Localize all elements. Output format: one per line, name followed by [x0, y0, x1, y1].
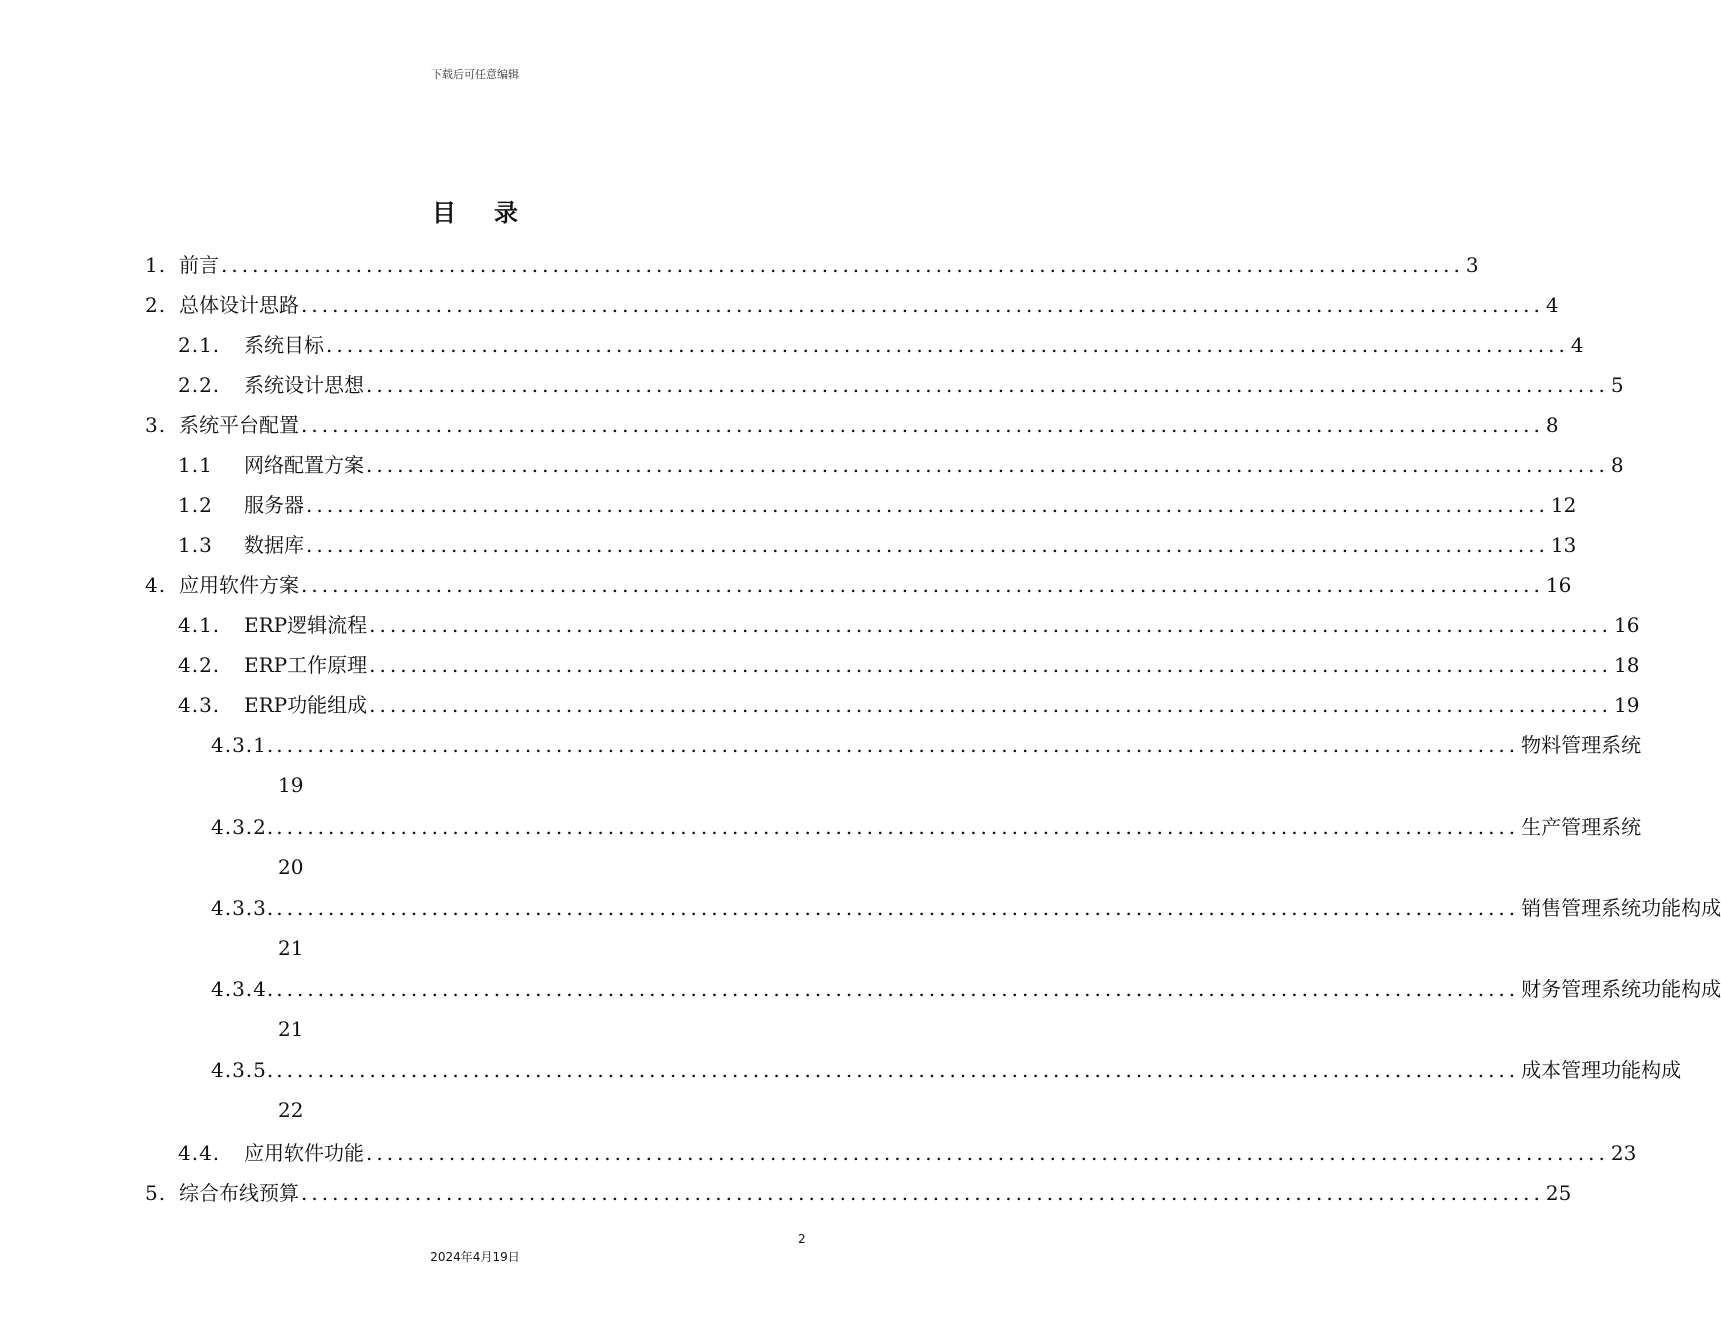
toc-page: 5 — [1610, 373, 1624, 397]
toc-number: 4.3. — [178, 693, 221, 717]
toc-leader: ........................................................................................................................ — [276, 1058, 1520, 1082]
toc-page: 23 — [1610, 1141, 1637, 1165]
toc-label: 系统平台配置 — [179, 413, 299, 437]
toc-entry-3[interactable] — [145, 405, 1559, 445]
toc-label: 数据库 — [244, 533, 304, 557]
toc-leader: ........................................................................................................................ — [366, 453, 1609, 477]
toc-entry-4-3-2[interactable] — [211, 807, 1642, 847]
toc-number: 4.3.5. — [211, 1058, 275, 1082]
toc-label: 应用软件方案 — [179, 573, 299, 597]
toc-entry-3-3[interactable] — [178, 525, 1577, 565]
toc-leader: ........................................................................................................................ — [301, 293, 1544, 317]
toc-leader: ........................................................................................................................ — [369, 693, 1613, 717]
toc-page: 18 — [1614, 653, 1640, 677]
toc-entry-5[interactable] — [145, 1173, 1572, 1213]
toc-label: 物料管理系统 — [1521, 733, 1642, 757]
toc-entry-4-3-1[interactable] — [211, 725, 1642, 765]
toc-page: 12 — [1550, 493, 1577, 517]
toc-number: 2. — [145, 293, 167, 317]
toc-number: 2.1. — [178, 333, 221, 357]
toc-leader: ........................................................................................................................ — [221, 253, 1464, 277]
toc-entry-3-2[interactable] — [178, 485, 1577, 525]
toc-page: 19 — [1614, 693, 1640, 717]
toc-page: 13 — [1550, 533, 1577, 557]
toc-number: 4.1. — [178, 613, 221, 637]
toc-leader: ........................................................................................................................ — [301, 413, 1544, 437]
toc-entry-1[interactable] — [145, 245, 1479, 285]
toc-number: 4.3.1. — [211, 733, 275, 757]
toc-label: 系统目标 — [244, 333, 324, 357]
toc-number: 2.2. — [178, 373, 221, 397]
toc-entry-2[interactable] — [145, 285, 1559, 325]
toc-page: 22 — [278, 1098, 304, 1122]
toc-leader: ........................................................................................................................ — [301, 573, 1544, 597]
toc-entry-4-1[interactable] — [178, 605, 1640, 645]
toc-page: 4 — [1570, 333, 1584, 357]
toc-page: 21 — [278, 1017, 304, 1041]
toc-page: 16 — [1614, 613, 1640, 637]
toc-entry-3-1[interactable] — [178, 445, 1624, 485]
toc-number: 1. — [145, 253, 167, 277]
toc-entry-4-3-3[interactable] — [211, 888, 1721, 928]
toc-number: 4.3.2. — [211, 815, 275, 839]
toc-page: 3 — [1465, 253, 1479, 277]
toc-number: 1.3 — [178, 533, 213, 557]
toc-page: 20 — [278, 855, 304, 879]
toc-number: 1.1 — [178, 453, 213, 477]
toc-label: 成本管理功能构成 — [1521, 1058, 1682, 1082]
toc-number: 4. — [145, 573, 167, 597]
toc-page: 8 — [1545, 413, 1559, 437]
toc-page: 16 — [1545, 573, 1572, 597]
toc-label: 生产管理系统 — [1521, 815, 1642, 839]
toc-entry-4-3-4[interactable] — [211, 969, 1721, 1009]
toc-page: 8 — [1610, 453, 1624, 477]
toc-leader: ........................................................................................................................ — [369, 653, 1613, 677]
toc-entry-4-4[interactable] — [178, 1133, 1637, 1173]
toc-entry-2-1[interactable] — [178, 325, 1584, 365]
toc-page: 25 — [1545, 1181, 1572, 1205]
toc-leader: ........................................................................................................................ — [366, 1141, 1609, 1165]
toc-leader: ........................................................................................................................ — [326, 333, 1569, 357]
toc-number: 4.4. — [178, 1141, 221, 1165]
toc-entry-2-2[interactable] — [178, 365, 1624, 405]
toc-label: 总体设计思路 — [179, 293, 299, 317]
toc-label: 综合布线预算 — [179, 1181, 299, 1205]
toc-title: 目录 — [432, 198, 556, 227]
toc-label: 财务管理系统功能构成 — [1521, 977, 1721, 1001]
toc-leader: ........................................................................................................................ — [306, 493, 1549, 517]
toc-number: 4.3.4. — [211, 977, 275, 1001]
toc-number: 5. — [145, 1181, 167, 1205]
toc-label: 销售管理系统功能构成 — [1521, 896, 1721, 920]
toc-leader: ........................................................................................................................ — [276, 733, 1520, 757]
toc-leader: ........................................................................................................................ — [301, 1181, 1544, 1205]
toc-leader: ........................................................................................................................ — [276, 896, 1520, 920]
page-footer-date: 2024年4月19日 — [430, 1250, 520, 1264]
toc-number: 4.3.3. — [211, 896, 275, 920]
toc-leader: ........................................................................................................................ — [306, 533, 1549, 557]
toc-entry-4-3[interactable] — [178, 685, 1640, 725]
toc-number: 1.2 — [178, 493, 213, 517]
page-number: 2 — [798, 1232, 806, 1246]
toc-label: 服务器 — [244, 493, 304, 517]
toc-leader: ........................................................................................................................ — [276, 977, 1520, 1001]
toc-page: 19 — [278, 773, 304, 797]
toc-label: ERP工作原理 — [244, 653, 368, 677]
toc-label: 系统设计思想 — [244, 373, 364, 397]
toc-number: 4.2. — [178, 653, 221, 677]
toc-entry-4-3-5[interactable] — [211, 1050, 1682, 1090]
toc-leader: ........................................................................................................................ — [366, 373, 1609, 397]
toc-leader: ........................................................................................................................ — [276, 815, 1520, 839]
page-header: 下载后可任意编辑 — [431, 68, 519, 81]
toc-label: 前言 — [179, 253, 219, 277]
toc-entry-4-2[interactable] — [178, 645, 1640, 685]
toc-page: 21 — [278, 936, 304, 960]
toc-leader: ........................................................................................................................ — [369, 613, 1613, 637]
toc-label: 网络配置方案 — [244, 453, 364, 477]
toc-label: 应用软件功能 — [244, 1141, 364, 1165]
toc-label: ERP逻辑流程 — [244, 613, 368, 637]
toc-page: 4 — [1545, 293, 1559, 317]
toc-entry-4[interactable] — [145, 565, 1572, 605]
toc-label: ERP功能组成 — [244, 693, 368, 717]
toc-number: 3. — [145, 413, 167, 437]
